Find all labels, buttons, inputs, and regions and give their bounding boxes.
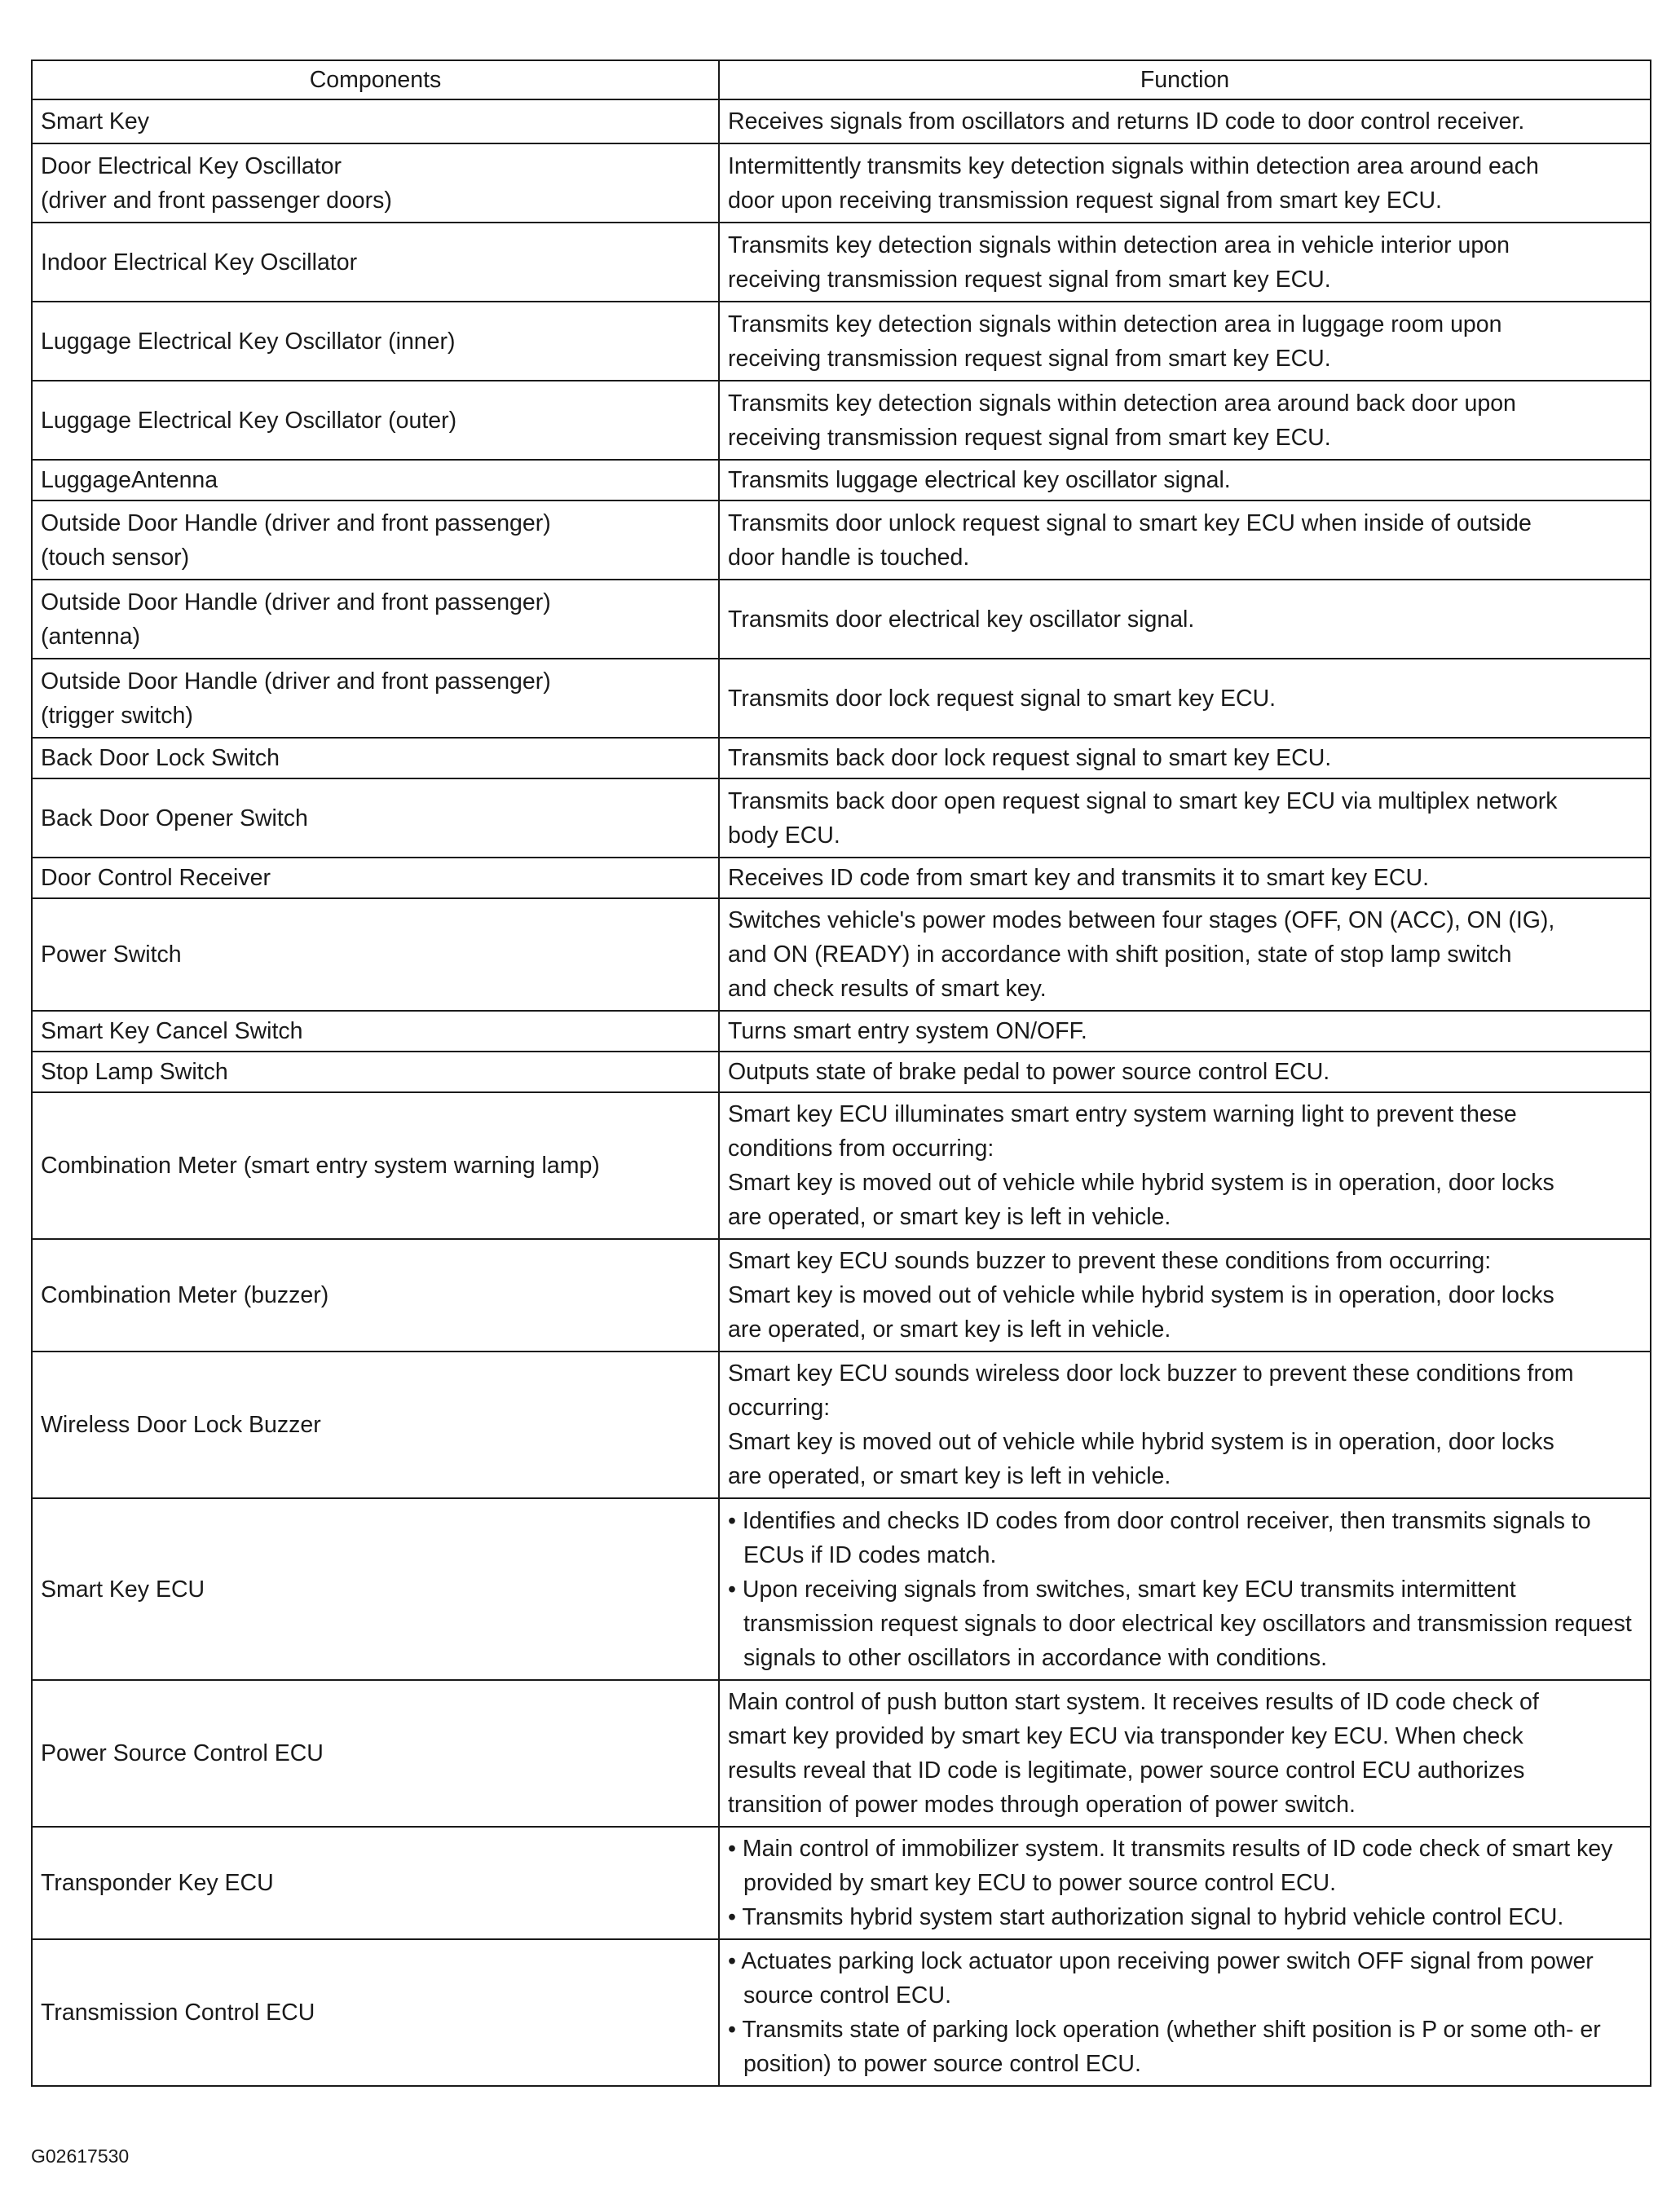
component-cell	[32, 223, 719, 302]
function-text: and ON (READY) in accordance with shift position, state of stop lamp switch	[728, 941, 1512, 968]
function-cell	[719, 898, 1651, 1011]
component-text: Wireless Door Lock Buzzer	[41, 1412, 321, 1438]
function-text: Transmits luggage electrical key oscillator signal.	[728, 467, 1231, 493]
function-text: Turns smart entry system ON/OFF.	[728, 1018, 1087, 1044]
component-text: (driver and front passenger doors)	[41, 187, 392, 214]
component-text: Power Source Control ECU	[41, 1740, 324, 1766]
component-cell	[32, 659, 719, 738]
component-text: Combination Meter (buzzer)	[41, 1282, 329, 1308]
function-cell	[719, 460, 1651, 500]
function-text: Smart key ECU illuminates smart entry system warning light to prevent these	[728, 1101, 1517, 1127]
table-row	[32, 659, 1651, 738]
table-row	[32, 580, 1651, 659]
component-cell	[32, 1239, 719, 1352]
function-text: Receives ID code from smart key and transmits it to smart key ECU.	[728, 865, 1429, 891]
function-cell	[719, 1352, 1651, 1498]
function-text: Main control of push button start system. It receives results of ID code check of	[728, 1689, 1539, 1715]
table-row	[32, 1092, 1651, 1239]
component-cell	[32, 738, 719, 778]
function-text: are operated, or smart key is left in vehicle.	[728, 1463, 1171, 1489]
table-row	[32, 1939, 1651, 2086]
function-text: Transmits back door open request signal to smart key ECU via multiplex network	[728, 787, 1558, 814]
function-text: conditions from occurring:	[728, 1135, 994, 1162]
function-text: Receives signals from oscillators and returns ID code to door control receiver.	[728, 108, 1525, 134]
components-function-table	[31, 60, 1651, 2087]
table-row	[32, 1011, 1651, 1052]
function-text: transition of power modes through operation of power switch.	[728, 1792, 1356, 1818]
function-cell	[719, 500, 1651, 580]
function-cell	[719, 659, 1651, 738]
component-text: Smart Key	[41, 108, 150, 134]
component-cell	[32, 381, 719, 460]
function-text: Transmits back door lock request signal to smart key ECU.	[728, 745, 1332, 771]
component-text: (touch sensor)	[41, 544, 190, 571]
component-text: Luggage Electrical Key Oscillator (outer)	[41, 407, 457, 434]
component-text: Indoor Electrical Key Oscillator	[41, 249, 358, 276]
table-row	[32, 898, 1651, 1011]
component-cell	[32, 858, 719, 898]
table-row	[32, 1827, 1651, 1939]
table-header-row	[32, 60, 1651, 99]
function-text: Smart key is moved out of vehicle while hybrid system is in operation, door locks	[728, 1429, 1554, 1455]
function-text: Transmits key detection signals within detection area in vehicle interior upon	[728, 232, 1510, 258]
header-function: Function	[719, 60, 1651, 99]
function-text: results reveal that ID code is legitimate, power source control ECU authorizes	[728, 1757, 1525, 1784]
function-text: Smart key is moved out of vehicle while hybrid system is in operation, door locks	[728, 1170, 1554, 1196]
function-cell	[719, 778, 1651, 858]
function-text: door handle is touched.	[728, 544, 970, 571]
component-text: Outside Door Handle (driver and front passenger)	[41, 509, 551, 536]
component-cell	[32, 99, 719, 143]
table-row	[32, 1052, 1651, 1092]
component-text: LuggageAntenna	[41, 467, 218, 493]
figure-id: G02617530	[31, 2145, 130, 2167]
component-cell	[32, 460, 719, 500]
function-text: Transmits key detection signals within detection area around back door upon	[728, 390, 1516, 417]
function-cell	[719, 1498, 1651, 1680]
table-row	[32, 223, 1651, 302]
function-cell	[719, 381, 1651, 460]
table-row	[32, 302, 1651, 381]
table-row	[32, 858, 1651, 898]
function-text: Outputs state of brake pedal to power source control ECU.	[728, 1059, 1330, 1085]
table-row	[32, 1239, 1651, 1352]
function-text: receiving transmission request signal from smart key ECU.	[728, 424, 1331, 451]
function-bullet: • Transmits hybrid system start authorization signal to hybrid vehicle control ECU.	[728, 1904, 1564, 1930]
component-text: Smart Key ECU	[41, 1576, 205, 1603]
table-row	[32, 1680, 1651, 1827]
function-cell	[719, 738, 1651, 778]
component-text: Back Door Opener Switch	[41, 805, 308, 831]
component-text: Outside Door Handle (driver and front passenger)	[41, 668, 551, 695]
table-row	[32, 143, 1651, 223]
function-cell	[719, 1239, 1651, 1352]
function-cell	[719, 1011, 1651, 1052]
function-text: receiving transmission request signal from smart key ECU.	[728, 266, 1331, 293]
function-bullet: • Main control of immobilizer system. It transmits results of ID code check of smart key provided by smart key ECU to power source control ECU.	[728, 1836, 1613, 1896]
component-cell	[32, 778, 719, 858]
function-bullet: • Actuates parking lock actuator upon receiving power switch OFF signal from power source control ECU.	[728, 1948, 1594, 2009]
function-cell	[719, 1939, 1651, 2086]
function-cell	[719, 1092, 1651, 1239]
table-row	[32, 738, 1651, 778]
component-cell	[32, 1680, 719, 1827]
function-cell	[719, 1827, 1651, 1939]
component-cell	[32, 143, 719, 223]
component-text: Smart Key Cancel Switch	[41, 1018, 303, 1044]
component-text: Back Door Lock Switch	[41, 745, 280, 771]
table-row	[32, 99, 1651, 143]
function-text: Transmits door unlock request signal to smart key ECU when inside of outside	[728, 509, 1532, 536]
function-cell	[719, 143, 1651, 223]
function-text: receiving transmission request signal from smart key ECU.	[728, 345, 1331, 372]
function-bullet: • Identifies and checks ID codes from door control receiver, then transmits signals to ECUs if ID codes match.	[728, 1507, 1591, 1568]
component-text: Outside Door Handle (driver and front passenger)	[41, 589, 551, 615]
table-row	[32, 460, 1651, 500]
function-text: Smart key ECU sounds buzzer to prevent these conditions from occurring:	[728, 1248, 1492, 1274]
component-text: Transmission Control ECU	[41, 2000, 315, 2026]
function-bullet: • Transmits state of parking lock operation (whether shift position is P or some oth- er position) to power source control ECU.	[728, 2017, 1601, 2077]
component-cell	[32, 1352, 719, 1498]
function-cell	[719, 580, 1651, 659]
component-cell	[32, 580, 719, 659]
component-cell	[32, 302, 719, 381]
component-text: Luggage Electrical Key Oscillator (inner)	[41, 328, 456, 355]
function-text: Smart key ECU sounds wireless door lock buzzer to prevent these conditions from	[728, 1360, 1574, 1387]
component-text: (trigger switch)	[41, 702, 193, 729]
function-text: Smart key is moved out of vehicle while hybrid system is in operation, door locks	[728, 1282, 1554, 1308]
function-text: Switches vehicle's power modes between four stages (OFF, ON (ACC), ON (IG),	[728, 907, 1555, 933]
component-cell	[32, 1092, 719, 1239]
header-components: Components	[32, 60, 719, 99]
function-text: Transmits door electrical key oscillator signal.	[728, 606, 1195, 633]
function-text: body ECU.	[728, 822, 840, 849]
function-text: Intermittently transmits key detection signals within detection area around each	[728, 152, 1539, 179]
function-text: door upon receiving transmission request signal from smart key ECU.	[728, 187, 1442, 214]
component-cell	[32, 1498, 719, 1680]
table-row	[32, 500, 1651, 580]
function-cell	[719, 302, 1651, 381]
component-text: Combination Meter (smart entry system warning lamp)	[41, 1153, 600, 1179]
component-text: (antenna)	[41, 623, 141, 650]
component-cell	[32, 500, 719, 580]
component-text: Transponder Key ECU	[41, 1870, 274, 1896]
function-cell	[719, 858, 1651, 898]
function-text: are operated, or smart key is left in vehicle.	[728, 1204, 1171, 1230]
component-cell	[32, 898, 719, 1011]
component-text: Door Electrical Key Oscillator	[41, 152, 342, 179]
component-text: Stop Lamp Switch	[41, 1059, 228, 1085]
table-row	[32, 1352, 1651, 1498]
component-cell	[32, 1827, 719, 1939]
function-bullet: • Upon receiving signals from switches, smart key ECU transmits intermittent transmission request signals to door electrical key oscillators and transmission request signals to other oscillators in accordance with conditions.	[728, 1576, 1632, 1671]
component-cell	[32, 1052, 719, 1092]
function-text: Transmits door lock request signal to smart key ECU.	[728, 685, 1277, 712]
function-text: occurring:	[728, 1395, 831, 1421]
component-cell	[32, 1011, 719, 1052]
function-cell	[719, 99, 1651, 143]
function-text: are operated, or smart key is left in vehicle.	[728, 1316, 1171, 1343]
component-text: Power Switch	[41, 941, 182, 968]
component-text: Door Control Receiver	[41, 865, 271, 891]
function-text: smart key provided by smart key ECU via transponder key ECU. When check	[728, 1723, 1523, 1749]
function-cell	[719, 1052, 1651, 1092]
table-row	[32, 1498, 1651, 1680]
function-text: and check results of smart key.	[728, 976, 1047, 1002]
function-cell	[719, 223, 1651, 302]
function-cell	[719, 1680, 1651, 1827]
table-row	[32, 778, 1651, 858]
table-row	[32, 381, 1651, 460]
component-cell	[32, 1939, 719, 2086]
table-body	[32, 99, 1651, 2086]
function-text: Transmits key detection signals within detection area in luggage room upon	[728, 311, 1502, 337]
